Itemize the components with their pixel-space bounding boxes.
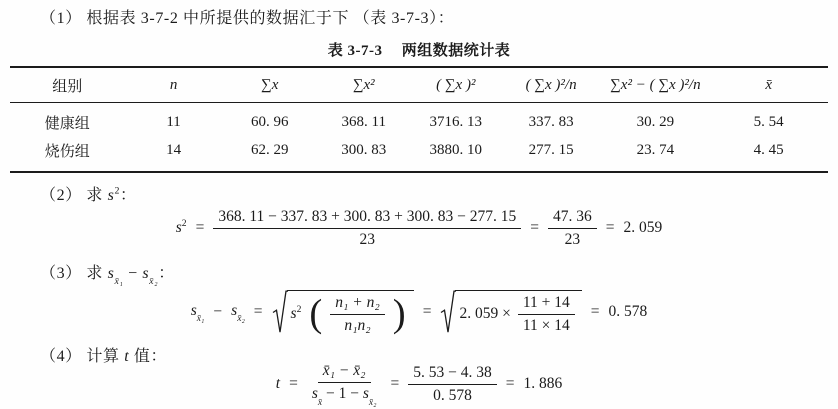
fraction-denominator: n₁n₂ [344, 316, 371, 334]
table-cell: 3880. 10 [429, 141, 483, 158]
column-header-n: n [125, 67, 223, 103]
var-t: t [124, 348, 130, 365]
fraction-denominator [307, 383, 382, 408]
minus-sign: − [213, 303, 223, 320]
var-s: s [311, 385, 318, 403]
formula-lhs [190, 301, 205, 325]
var-s: s [175, 219, 182, 237]
equals-sign: = [422, 303, 432, 320]
fraction-numerator: 11 + 14 [518, 294, 575, 315]
fraction-denominator: 23 [359, 230, 376, 248]
formula-lhs [231, 301, 245, 325]
radicand [455, 290, 581, 335]
fraction [408, 364, 497, 405]
equals-sign: = [605, 219, 615, 236]
table-cell: 300. 83 [341, 141, 387, 158]
table-cell: 11 [166, 113, 181, 130]
table-cell: 337. 83 [528, 113, 574, 130]
formula-s-squared [0, 202, 838, 254]
superscript-2: 2 [114, 185, 120, 197]
section3-label-colon: ： [158, 265, 175, 282]
table-cell: 60. 96 [250, 113, 289, 130]
section3-label [40, 260, 175, 288]
subscript-xbar2: x̄₂ [368, 396, 377, 408]
fraction-denominator: 23 [564, 230, 581, 248]
table-title [0, 39, 838, 60]
var-s: s [231, 301, 238, 319]
var-s: s [107, 265, 115, 282]
section2-label-colon: ： [120, 187, 137, 204]
equals-sign: = [530, 219, 539, 236]
fraction-numerator: 368. 11 − 337. 83 + 300. 83 + 300. 83 − 277. 15 [213, 208, 521, 229]
table-cell: 23. 74 [636, 141, 675, 158]
subscript-xbar1: x̄₁ [114, 276, 124, 288]
subscript-xbar2: x̄₂ [149, 276, 159, 288]
subscript-xbar1: x̄₁ [196, 313, 205, 325]
table-row [10, 103, 828, 137]
formula-lhs [176, 218, 187, 237]
fraction-denominator: 11 × 14 [522, 316, 570, 334]
fraction [548, 208, 597, 249]
radical-icon [272, 290, 288, 335]
table-cell: 3716. 13 [429, 113, 483, 130]
table-header-row [10, 67, 828, 103]
formula-result: 2. 059 [623, 219, 663, 236]
fraction-numerator: n₁ + n₂ [330, 294, 385, 315]
var-s: s [290, 305, 297, 323]
var-s: s [107, 187, 115, 204]
table-cell: 健康组 [44, 115, 90, 132]
fraction-numerator: x̄₁ − x̄₂ [318, 362, 371, 383]
superscript-2: 2 [296, 304, 302, 316]
table-cell: 30. 29 [636, 113, 675, 130]
fraction-numerator: 5. 53 − 4. 38 [408, 364, 497, 385]
equals-sign: = [505, 375, 515, 392]
column-header-sum-x-squared: ( ∑x )² [411, 67, 501, 103]
intro-line: （1） 根据表 3-7-2 中所提供的数据汇于下 （表 3-7-3）： [40, 10, 455, 27]
column-header-difference: ∑x² − ( ∑x )²/n [601, 67, 709, 103]
square-root [440, 290, 581, 335]
column-header-group: 组别 [10, 67, 125, 103]
formula-standard-error [0, 283, 838, 341]
superscript-2: 2 [181, 218, 187, 230]
equals-sign: = [590, 303, 600, 320]
fraction-denominator: 0. 578 [433, 386, 472, 404]
radical-icon [440, 290, 456, 335]
fraction [330, 294, 385, 335]
column-header-sum-x: ∑x [223, 67, 317, 103]
subscript-xbar2: x̄₂ [237, 313, 245, 325]
coefficient: 2. 059 × [459, 305, 511, 322]
minus-sign: − [128, 265, 138, 282]
column-header-sum-x2: ∑x² [317, 67, 411, 103]
square-root [272, 290, 414, 335]
var-s: s [142, 265, 150, 282]
table-cell: 4. 45 [753, 141, 784, 158]
formula-t-value [0, 361, 838, 407]
section4-label-prefix: （4） 计算 [40, 348, 125, 365]
column-header-sum-x-squared-over-n: ( ∑x )²/n [501, 67, 602, 103]
fraction [213, 208, 521, 249]
formula-result: 1. 886 [523, 375, 563, 392]
var-s: s [362, 385, 369, 403]
fraction [307, 362, 382, 408]
radicand: $s^2$ ( $\frac{\text{n₁ + n₂}}{\text{n₁n₂}}$ ) [287, 290, 414, 335]
subscript-xbar: x̄ [317, 396, 323, 408]
equals-sign: = [390, 375, 400, 392]
table-title-text: 两组数据统计表 [401, 43, 511, 59]
section2-label-prefix: （2） 求 [40, 187, 108, 204]
equals-sign: = [253, 303, 263, 320]
table-row [10, 136, 828, 172]
table-cell: 5. 54 [753, 113, 784, 130]
table-cell: 烧伤组 [44, 143, 90, 160]
stats-table [10, 66, 828, 173]
denominator-middle: − 1 − [322, 385, 363, 403]
table-cell: 14 [166, 141, 182, 158]
formula-result: 0. 578 [608, 303, 648, 320]
var-t: t [275, 375, 281, 392]
table-cell: 62. 29 [250, 141, 289, 158]
section3-label-prefix: （3） 求 [40, 265, 108, 282]
var-s: s [190, 301, 197, 319]
table-cell: 368. 11 [341, 113, 386, 130]
column-header-mean: x̄ [709, 67, 828, 103]
equals-sign: = [289, 375, 298, 392]
table-cell: 277. 15 [528, 141, 574, 158]
table-number: 表 3-7-3 [327, 43, 383, 59]
fraction-numerator: 47. 36 [548, 208, 597, 229]
coefficient [291, 304, 302, 323]
equals-sign: = [195, 219, 205, 236]
section4-label-suffix: 值： [129, 348, 168, 365]
fraction [518, 294, 575, 335]
